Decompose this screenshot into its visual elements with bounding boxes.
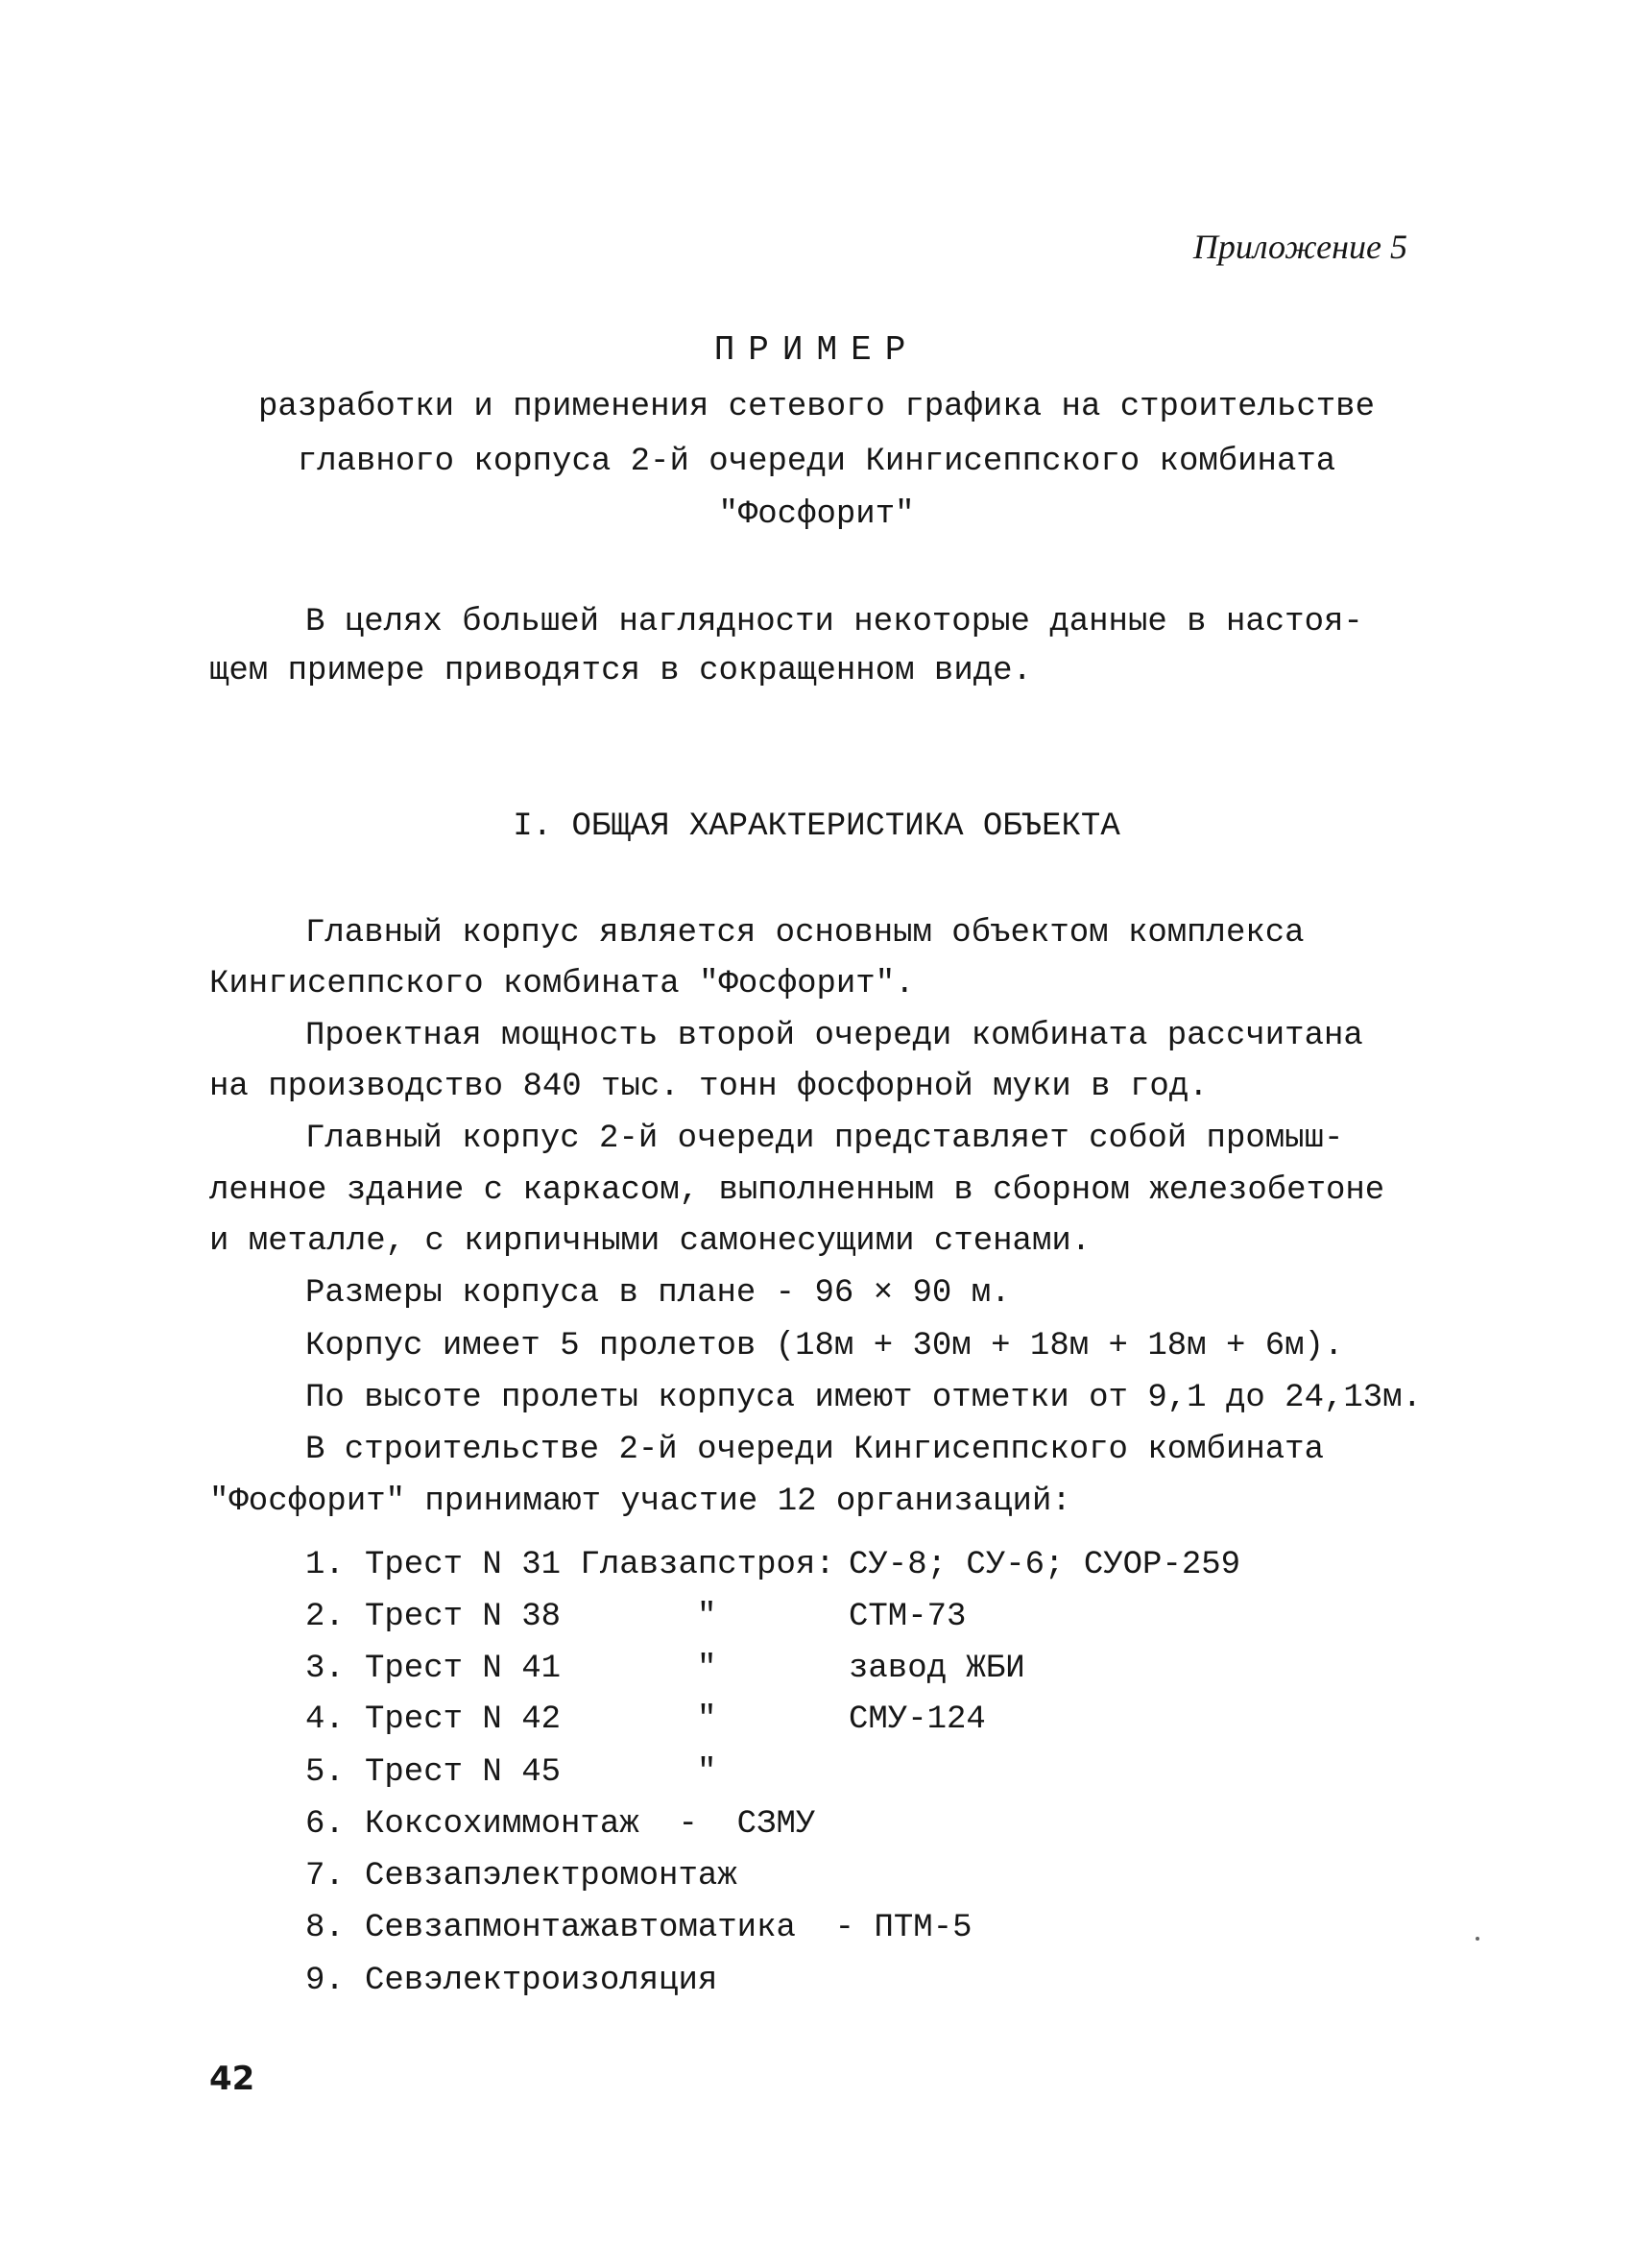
list-item-ditto-mark: "	[697, 1701, 717, 1738]
list-item-number: 4.	[305, 1701, 345, 1738]
list-item-organization: Трест N 38	[365, 1599, 562, 1635]
body-line-9: Корпус имеет 5 пролетов (18м + 30м + 18м + 18м + 6м).	[305, 1328, 1344, 1364]
body-line-10: По высоте пролеты корпуса имеют отметки от 9,1 до 24,13м.	[305, 1380, 1422, 1416]
scan-speck	[1476, 1937, 1479, 1941]
list-item-number: 8.	[305, 1910, 345, 1946]
list-item-number: 1.	[305, 1547, 345, 1583]
body-line-12: "Фосфорит" принимают участие 12 организаций:	[209, 1484, 1071, 1520]
body-line-1: Главный корпус является основным объектом комплекса	[305, 915, 1305, 952]
list-item-organization: Севзапэлектромонтаж	[365, 1858, 737, 1894]
body-line-11: В строительстве 2-й очереди Кингисеппского комбината	[305, 1432, 1324, 1468]
list-item-units: СМУ-124	[849, 1701, 986, 1738]
list-item-units: завод ЖБИ	[849, 1651, 1025, 1687]
list-item-ditto-mark: "	[697, 1754, 717, 1791]
list-item-number: 3.	[305, 1651, 345, 1687]
body-line-8: Размеры корпуса в плане - 96 × 90 м.	[305, 1275, 1011, 1312]
list-item-organization: Трест N 41	[365, 1651, 562, 1687]
body-line-5: Главный корпус 2-й очереди представляет собой промыш-	[305, 1121, 1344, 1157]
list-item-organization: Севзапмонтажавтоматика - ПТМ-5	[365, 1910, 973, 1946]
list-item-organization: Севэлектроизоляция	[365, 1963, 718, 1999]
list-item-organization: Коксохиммонтаж - СЗМУ	[365, 1806, 816, 1843]
list-item-number: 5.	[305, 1754, 345, 1791]
body-line-7: и металле, с кирпичными самонесущими стенами.	[209, 1223, 1092, 1260]
subtitle-line-1: разработки и применения сетевого графика на строительстве	[258, 389, 1375, 425]
document-title: ПРИМЕР	[713, 330, 920, 370]
appendix-label: Приложение 5	[1192, 228, 1407, 266]
body-line-2: Кингисеппского комбината "Фосфорит".	[209, 966, 915, 1002]
list-item-number: 7.	[305, 1858, 345, 1894]
body-line-6: ленное здание с каркасом, выполненным в сборном железобетоне	[209, 1172, 1385, 1209]
body-line-4: на производство 840 тыс. тонн фосфорной муки в год.	[209, 1069, 1209, 1105]
body-line-3: Проектная мощность второй очереди комбината рассчитана	[305, 1018, 1363, 1054]
subtitle-line-2: главного корпуса 2-й очереди Кингисеппского комбината	[297, 444, 1336, 480]
list-item-organization: Трест N 31 Главзапстроя:	[365, 1547, 835, 1583]
list-item-ditto-mark: "	[697, 1599, 717, 1635]
intro-line-1: В целях большей наглядности некоторые данные в настоя-	[305, 604, 1363, 640]
section-heading: I. ОБЩАЯ ХАРАКТЕРИСТИКА ОБЪЕКТА	[513, 808, 1120, 845]
list-item-ditto-mark: "	[697, 1651, 717, 1687]
intro-line-2: щем примере приводятся в сокращенном виде.	[209, 653, 1032, 689]
list-item-organization: Трест N 42	[365, 1701, 562, 1738]
list-item-units: СТМ-73	[849, 1599, 967, 1635]
list-item-number: 9.	[305, 1963, 345, 1999]
page-number: 42	[209, 2060, 255, 2098]
list-item-units: СУ-8; СУ-6; СУОР-259	[849, 1547, 1241, 1583]
list-item-number: 6.	[305, 1806, 345, 1843]
list-item-organization: Трест N 45	[365, 1754, 562, 1791]
subtitle-line-3: "Фосфорит"	[718, 496, 915, 533]
list-item-number: 2.	[305, 1599, 345, 1635]
